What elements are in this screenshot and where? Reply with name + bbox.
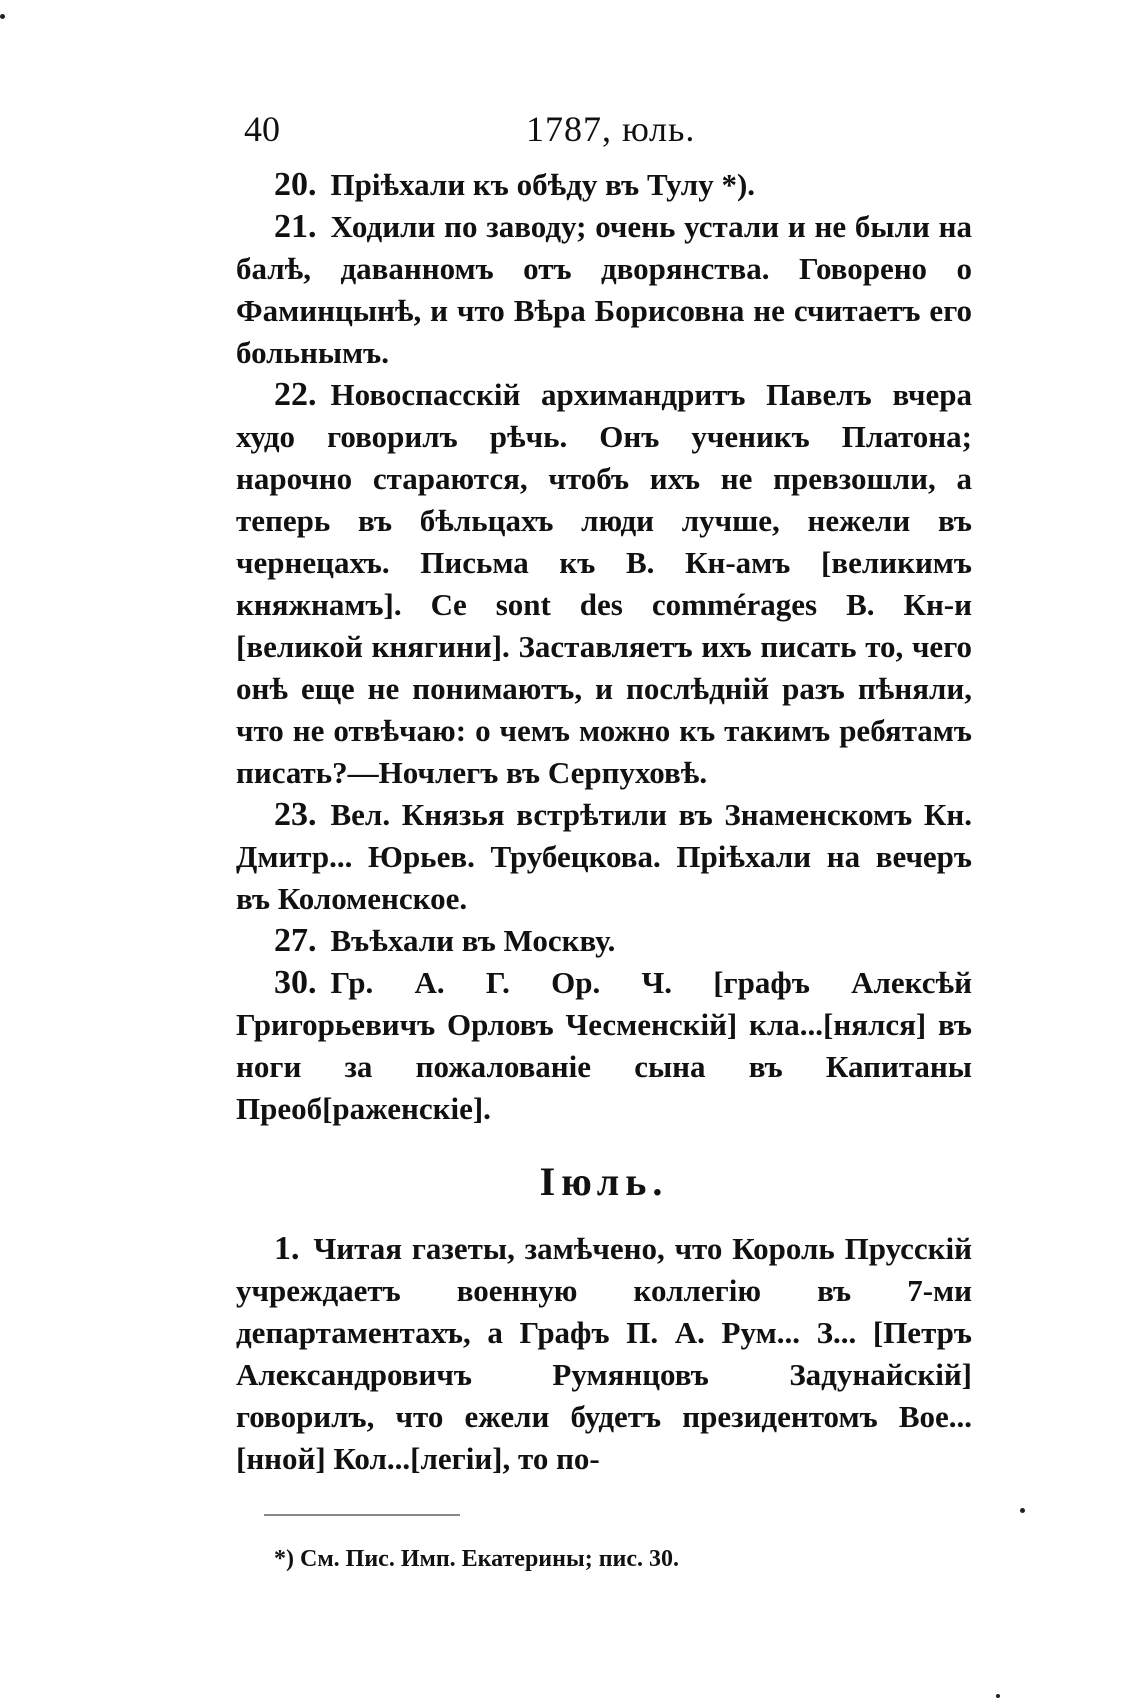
entry-text: Гр. А. Г. Ор. Ч. [графъ Алексѣй Григорьевичъ Орловъ Чесменскiй] кла...[нялся] въ ноги за пожалованiе сына въ Капитаны Преоб[раженскiе]. bbox=[236, 965, 972, 1126]
entry-day: 21. bbox=[274, 208, 317, 245]
entry-text: Въѣхали въ Москву. bbox=[330, 923, 616, 958]
entry-day: 20. bbox=[274, 166, 317, 203]
entry-text: Читая газеты, замѣчено, что Король Прусскiй учреждаетъ военную коллегiю въ 7-ми департаментахъ, а Графъ П. А. Рум... З... [Петръ Александровичъ Румянцовъ Задунайскiй] говорилъ, что ежели будетъ президентомъ Вое...[нной] Кол...[легiи], то по- bbox=[236, 1231, 972, 1476]
diary-entry bbox=[236, 920, 972, 962]
section-heading-july: Iюль. bbox=[539, 1159, 669, 1204]
diary-entry bbox=[236, 206, 972, 374]
entry-text: Прiѣхали къ обѣду въ Тулу *). bbox=[330, 167, 756, 202]
page-number: 40 bbox=[244, 109, 280, 149]
running-header bbox=[236, 108, 972, 164]
entry-day: 30. bbox=[274, 964, 317, 1001]
scan-speck bbox=[996, 1694, 1000, 1698]
diary-entry bbox=[236, 164, 972, 206]
footnote-divider bbox=[264, 1514, 460, 1516]
entry-day: 1. bbox=[274, 1230, 300, 1267]
scan-speck bbox=[1020, 1508, 1025, 1513]
entry-text: Новоспасскiй архимандритъ Павелъ вчера худо говорилъ рѣчь. Онъ ученикъ Платона; нарочно стараются, чтобъ ихъ не превзошли, а теперь въ бѣльцахъ люди лучше, нежели въ чернецахъ. Письма къ В. Кн-амъ [великимъ княжнамъ]. Ce sont des commérages В. Кн-и [великой княгини]. Заставляетъ ихъ писать то, чего онѣ еще не понимаютъ, и послѣднiй разъ пѣняли, что не отвѣчаю: о чемъ можно къ такимъ ребятамъ писать?—Ночлегъ въ Серпуховѣ. bbox=[236, 377, 972, 790]
entry-day: 22. bbox=[274, 376, 317, 413]
july-entries bbox=[236, 1228, 972, 1480]
book-page bbox=[236, 108, 972, 1573]
diary-entry bbox=[236, 374, 972, 794]
entry-text: Ходили по заводу; очень устали и не были на балѣ, даванномъ отъ дворянства. Говорено о Фаминцынѣ, и что Вѣра Борисовна не считаетъ его больнымъ. bbox=[236, 209, 972, 370]
entry-text: Вел. Князья встрѣтили въ Знаменскомъ Кн. Дмитр... Юрьев. Трубецкова. Прiѣхали на вечеръ въ Коломенское. bbox=[236, 797, 972, 916]
entry-day: 27. bbox=[274, 922, 317, 959]
footnote: *) См. Пис. Имп. Екатерины; пис. 30. bbox=[274, 1546, 679, 1572]
running-title: 1787, юль. bbox=[526, 109, 696, 149]
diary-entry bbox=[236, 962, 972, 1130]
scan-speck bbox=[0, 14, 5, 19]
entry-day: 23. bbox=[274, 796, 317, 833]
june-entries bbox=[236, 164, 972, 1130]
diary-entry bbox=[236, 1228, 972, 1480]
diary-entry bbox=[236, 794, 972, 920]
